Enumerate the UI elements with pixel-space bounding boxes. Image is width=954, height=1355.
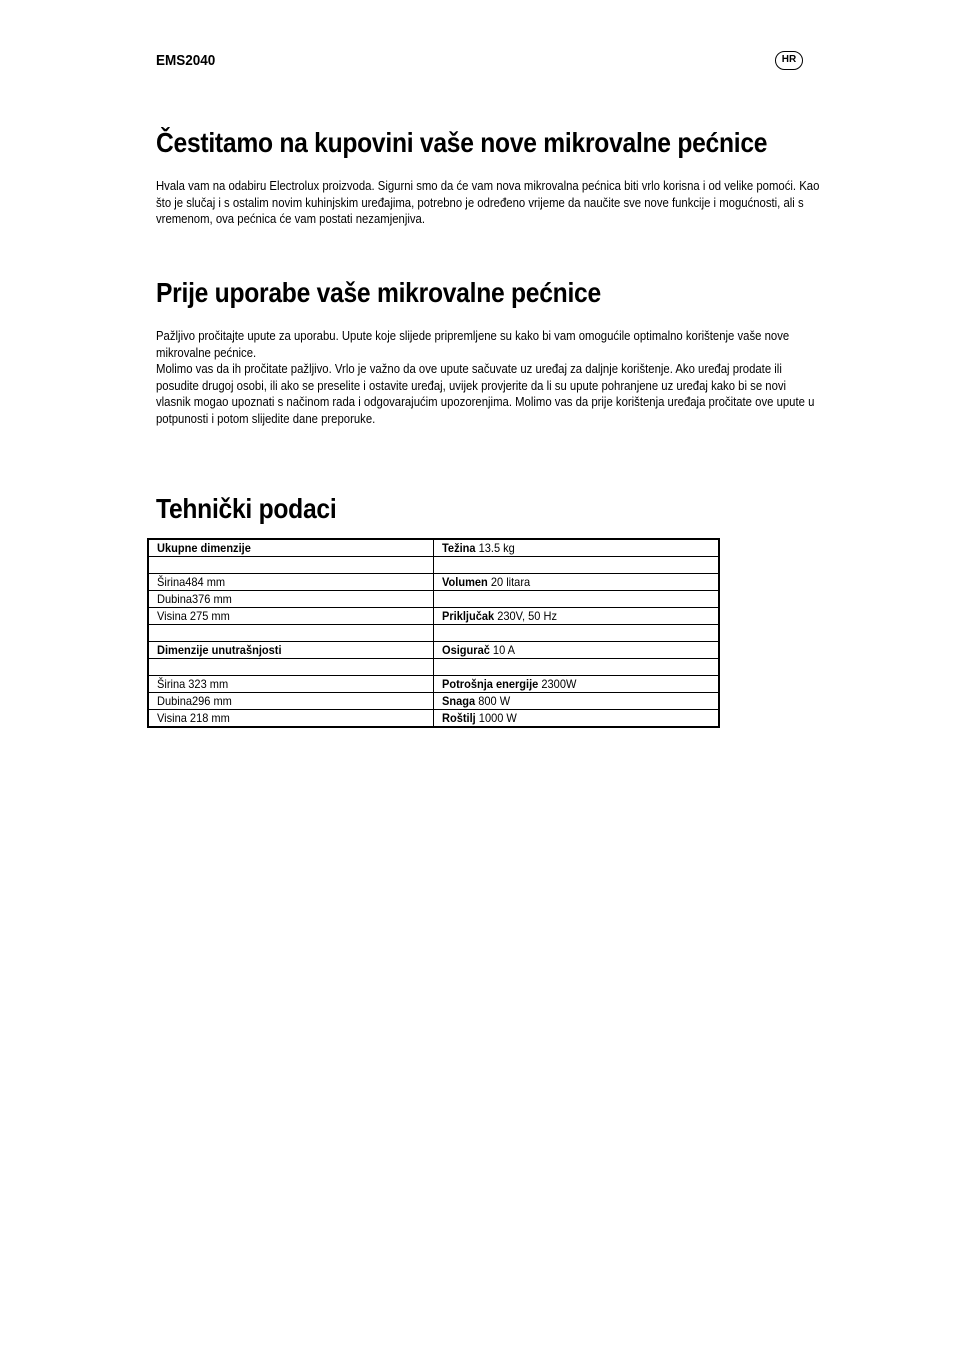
table-cell-left (148, 693, 433, 710)
cell-content (442, 710, 517, 726)
cell-content (442, 642, 515, 658)
cell-value: 800 W (474, 694, 510, 708)
table-row (148, 625, 719, 642)
cell-label: Snaga (441, 694, 475, 708)
table-cell-left (148, 608, 433, 625)
table-row (148, 693, 719, 710)
cell-label: Roštilj (441, 711, 476, 725)
cell-content (157, 693, 232, 709)
table-cell-left (148, 659, 433, 676)
cell-value: Dubina376 mm (157, 592, 232, 606)
cell-label: Potrošnja energije (441, 677, 538, 691)
table-cell-right (433, 659, 719, 676)
table-cell-left (148, 591, 433, 608)
cell-value: 10 A (489, 643, 515, 657)
table-cell-right (433, 557, 719, 574)
table-cell-left (148, 557, 433, 574)
cell-label: Težina (441, 541, 476, 555)
tech-specs-body (148, 539, 719, 727)
table-cell-right (433, 574, 719, 591)
table-cell-left (148, 710, 433, 728)
cell-value: Visina 275 mm (157, 609, 230, 623)
before-use-text-1: Pažljivo pročitajte upute za uporabu. Upute koje slijede pripremljene su kako bi vam omogućile optimalno korištenje vaše nove mikrovalne pećnice. (156, 329, 790, 360)
language-badge: HR (775, 51, 803, 70)
cell-content (157, 591, 232, 607)
cell-value: 2300W (537, 677, 576, 691)
table-row (148, 574, 719, 591)
cell-label: Osigurač (441, 643, 490, 657)
table-cell-left (148, 625, 433, 642)
table-row (148, 591, 719, 608)
table-row (148, 676, 719, 693)
table-cell-left (148, 539, 433, 557)
cell-label: Dimenzije unutrašnjosti (157, 643, 282, 657)
cell-value: Visina 218 mm (157, 711, 230, 725)
cell-content (157, 710, 230, 726)
tech-specs-table (147, 538, 720, 728)
table-cell-right (433, 710, 719, 728)
cell-content (157, 676, 228, 692)
table-cell-right (433, 642, 719, 659)
before-use-heading: Prije uporabe vaše mikrovalne pećnice (156, 277, 601, 308)
cell-content (442, 540, 515, 556)
congrats-paragraph (156, 178, 822, 228)
table-cell-right (433, 625, 719, 642)
cell-label: Volumen (441, 575, 488, 589)
cell-content (157, 540, 251, 556)
table-cell-right (433, 591, 719, 608)
cell-value: 20 litara (487, 575, 530, 589)
table-row (148, 608, 719, 625)
table-row (148, 557, 719, 574)
table-cell-left (148, 642, 433, 659)
before-use-text-2: Molimo vas da ih pročitate pažljivo. Vrlo je važno da ove upute sačuvate uz uređaj za daljnje korištenje. Ako uređaj prodate ili posudite drugoj osobi, ili ako se preselite i ostavite uređaj, uvijek provjerite da li su upute pohranjene uz uređaj kako bi se novi vlasnik mogao upoznati s načinom rada i odgovarajućim upozorenjima. Molimo vas da prije korištenja uređaja pročitate ove upute u potpunosti i potom slijedite dane preporuke. (156, 362, 815, 426)
table-cell-left (148, 676, 433, 693)
model-number: EMS2040 (156, 52, 216, 69)
cell-content (442, 608, 557, 624)
cell-value: Širina 323 mm (157, 677, 229, 691)
tech-heading: Tehnički podaci (156, 493, 337, 524)
cell-content (157, 574, 225, 590)
cell-content (442, 676, 576, 692)
table-cell-right (433, 676, 719, 693)
cell-value: Dubina296 mm (157, 694, 232, 708)
cell-value: 1000 W (475, 711, 517, 725)
table-cell-right (433, 693, 719, 710)
congrats-text: Hvala vam na odabiru Electrolux proizvoda. Sigurni smo da će vam nova mikrovalna pećnica biti vrlo korisna i od velike pomoći. Kao što je slučaj i s ostalim novim kuhinjskim uređajima, potrebno je određeno vrijeme da naučite sve nove funkcije i mogućnosti, ali s vremenom, ova pećnica će vam postati nezamjenjiva. (156, 179, 820, 227)
cell-label: Ukupne dimenzije (157, 541, 251, 555)
table-cell-left (148, 574, 433, 591)
cell-content (157, 608, 230, 624)
table-row (148, 539, 719, 557)
congrats-heading: Čestitamo na kupovini vaše nove mikrovalne pećnice (156, 127, 768, 158)
cell-value: 230V, 50 Hz (493, 609, 557, 623)
table-row (148, 710, 719, 728)
table-row (148, 642, 719, 659)
table-cell-right (433, 608, 719, 625)
cell-value: 13.5 kg (475, 541, 515, 555)
table-cell-right (433, 539, 719, 557)
cell-content (442, 574, 530, 590)
cell-label: Priključak (441, 609, 494, 623)
cell-content (157, 642, 282, 658)
before-use-paragraph (156, 328, 822, 428)
table-row (148, 659, 719, 676)
cell-content (442, 693, 510, 709)
cell-value: Širina484 mm (157, 575, 226, 589)
